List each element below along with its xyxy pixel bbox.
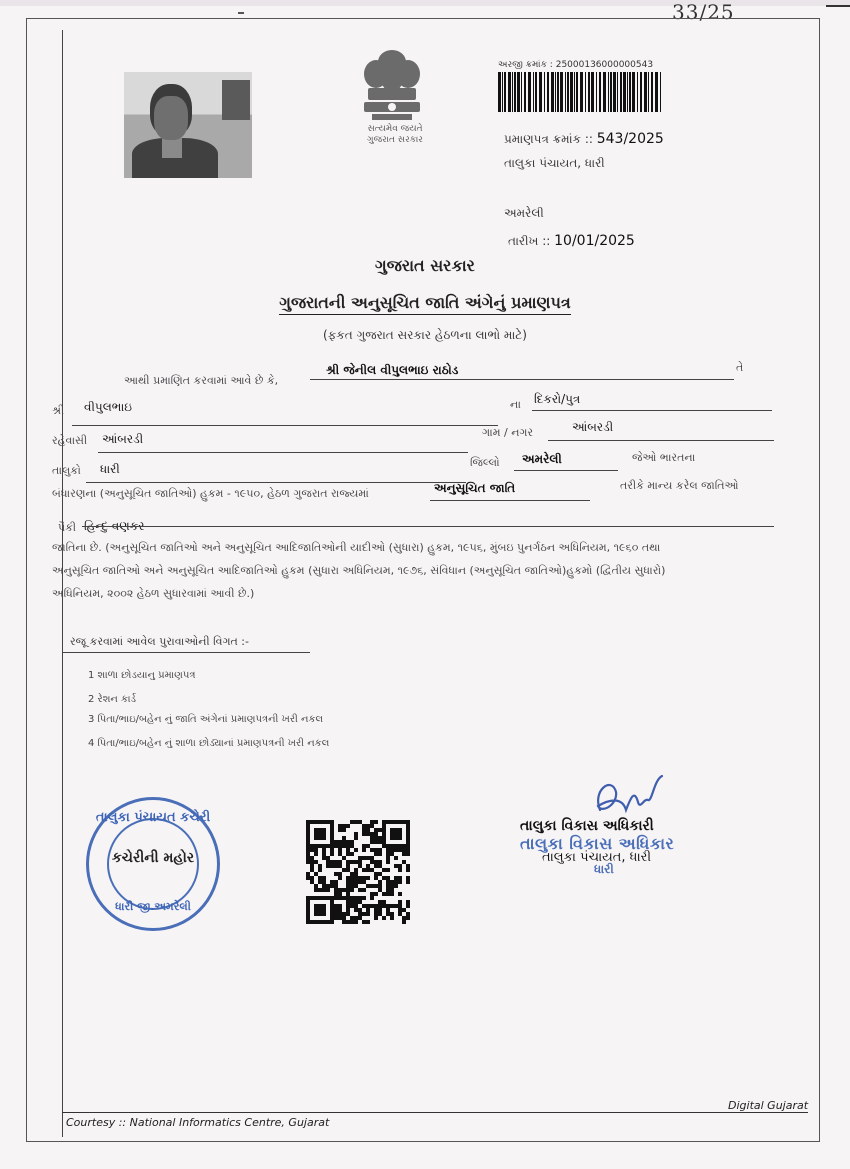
- issuing-office: તાલુકા પંચાયત, ધારી: [504, 156, 605, 170]
- legal-paragraph-line: અનુસૂચિત જાતિઓ અને અનુસૂચિત આદિજાતિઓ હુકમ (સુધારા અધિનિયમ, ૧૯૭૬, સંવિધાન (અનુસૂચિત જાતિઓ)હુકમો (દ્વિતીય સુધારો): [52, 564, 666, 577]
- emblem-motto: સત્યમેવ જયતે: [367, 124, 423, 134]
- barcode-image: [498, 72, 664, 112]
- recognized-label: તરીકે માન્ય કરેલ જાતિઓ: [620, 479, 739, 492]
- father-name: વીપુલભાઇ: [84, 400, 133, 414]
- documents-heading: રજૂ કરવામાં આવેલ પુરાવાઓની વિગત :-: [70, 635, 249, 648]
- signatory-office: તાલુકા પંચાયત, ધારી: [542, 850, 652, 865]
- issue-date-label: તારીખ ::: [508, 234, 551, 248]
- office-seal: [86, 797, 220, 931]
- application-number-label: અરજી ક્રમાંક :: [498, 60, 553, 70]
- signatory-stamp-place: ધારી: [594, 862, 614, 876]
- taluka: ધારી: [100, 462, 120, 476]
- seal-middle-text: કચેરીની મહોર: [111, 850, 195, 866]
- document-item: 4 પિતા/ભાઇ/બહેન નું શાળા છોડ્યાનાં પ્રમાણપત્રની ખરી નકલ: [88, 738, 330, 749]
- emblem-state: ગુજરાત સરકાર: [367, 135, 423, 145]
- reference-underline: [826, 5, 850, 7]
- application-number-value: 25000136000000543: [555, 60, 654, 70]
- seal-bottom-text: ધારી જી.અમરેલી: [115, 900, 191, 913]
- certificate-number-value: 543/2025: [596, 131, 664, 147]
- legal-paragraph: [52, 536, 792, 605]
- issue-date: [508, 233, 635, 249]
- residence: આંબરડી: [102, 432, 144, 446]
- village: આંબરડી: [572, 420, 614, 434]
- qr-code: [306, 820, 410, 924]
- village-label: ગામ / નગર: [482, 426, 534, 439]
- government-title: ગુજરાત સરકાર: [375, 256, 475, 275]
- category: અનુસૂચિત જાતિ: [434, 481, 516, 495]
- na-label: ના: [510, 398, 521, 411]
- signatory-stamp: તાલુકા વિકાસ અધિકાર: [520, 834, 675, 853]
- shri-label: શ્રી: [52, 404, 65, 417]
- document-item: 3 પિતા/ભાઇ/બહેન નું જાતિ અંગેનાં પ્રમાણપત્રની ખરી નકલ: [88, 714, 324, 725]
- relation-line: [532, 410, 772, 411]
- residence-line: [98, 452, 468, 453]
- category-line: [430, 500, 590, 501]
- footer-courtesy: Courtesy :: National Informatics Centre, Gujarat: [66, 1116, 330, 1129]
- holder-name-line: [310, 379, 734, 380]
- emblem-caption: [350, 124, 440, 146]
- district-line: [514, 470, 618, 471]
- document-item: 1 શાળા છોડયાનુ પ્રમાણપત્ર: [88, 670, 196, 681]
- certificate-subtitle: (ફકત ગુજરાત સરકાર હેઠળના લાભો માટે): [323, 328, 527, 342]
- caste: હિન્દુ વણકર: [84, 519, 145, 533]
- order-label: બંધારણના (અનુસૂચિત જાતિઓ) હુકમ - ૧૯૫૦, હેઠળ ગુજરાત રાજ્યમાં: [52, 487, 369, 500]
- scan-mark: [238, 12, 244, 14]
- application-number: [498, 60, 653, 70]
- village-line: [548, 440, 774, 441]
- te-label: તે: [736, 361, 744, 374]
- issuing-district: અમરેલી: [504, 206, 544, 220]
- footer-digital-gujarat: Digital Gujarat: [728, 1099, 809, 1112]
- issue-date-value: 10/01/2025: [554, 233, 635, 249]
- taluka-label: તાલુકો: [52, 464, 81, 477]
- signatory-designation: તાલુકા વિકાસ અધિકારી: [520, 818, 654, 834]
- bharat-label: જેઓ ભારતના: [632, 451, 696, 464]
- certificate-number: [504, 131, 664, 147]
- father-name-line: [72, 425, 498, 426]
- holder-name: શ્રી જેનીલ વીપુલભાઇ રાઠોડ: [326, 363, 459, 377]
- document-item: 2 રેશન કાર્ડ: [88, 694, 137, 705]
- footer-divider: [62, 1112, 808, 1113]
- seal-top-text: તાલુકા પંચાયત કચેરી: [95, 810, 211, 825]
- paiki-label: પૈકી: [58, 521, 77, 534]
- district-label: જિલ્લો: [470, 456, 500, 469]
- district: અમરેલી: [522, 452, 562, 466]
- certify-label: આથી પ્રમાણિત કરવામાં આવે છે કે,: [124, 374, 279, 387]
- caste-line: [82, 526, 774, 527]
- certificate-title: [0, 293, 850, 313]
- relation: દિકરો/પુત્ર: [534, 392, 581, 406]
- certificate-number-label: પ્રમાણપત્ર ક્રમાંક ::: [504, 132, 593, 146]
- taluka-line: [86, 482, 466, 483]
- handwritten-reference: 33/25: [672, 0, 735, 24]
- legal-paragraph-line: અધિનિયમ, ૨૦૦૨ હેઠળ સુધારવામાં આવી છે.): [52, 587, 255, 600]
- resident-label: રહેવાસી: [52, 434, 88, 447]
- legal-paragraph-line: જાતિના છે. (અનુસૂચિત જાતિઓ અને અનુસૂચિત આદિજાતિઓની યાદીઓ (સુધારા) હુકમ, ૧૯૫૬, મુંબઇ પુનર્ગઠન અધિનિયમ, ૧૯૬૦ તથા: [52, 541, 661, 554]
- applicant-photo: [124, 72, 252, 178]
- documents-heading-underline: [62, 652, 310, 653]
- certificate-title-text: ગુજરાતની અનુસૂચિત જાતિ અંગેનું પ્રમાણપત્ર: [279, 293, 570, 315]
